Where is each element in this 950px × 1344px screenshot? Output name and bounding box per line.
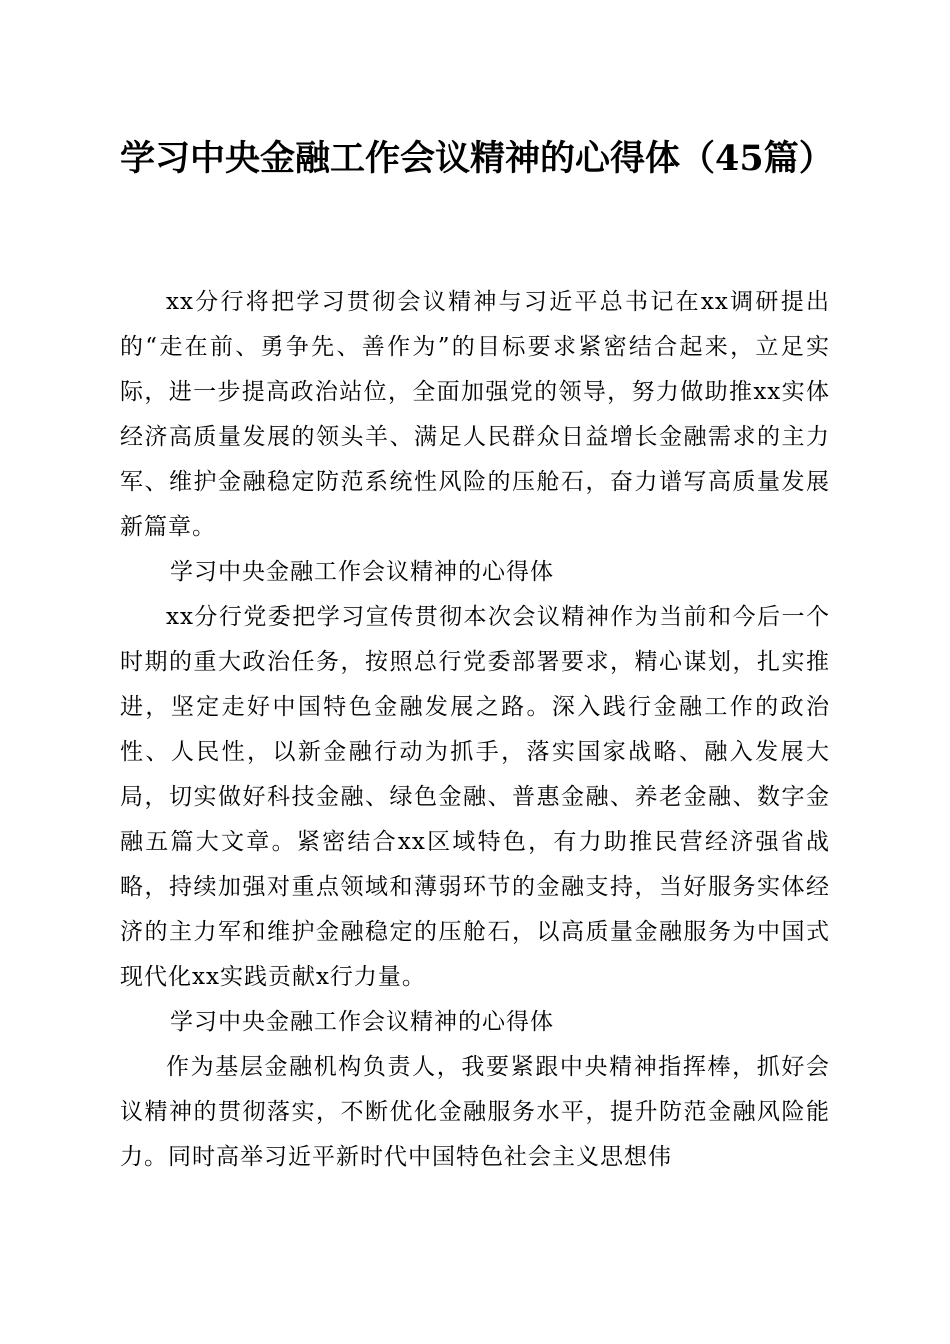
paragraph-1: xx分行将把学习贯彻会议精神与习近平总书记在xx调研提出的“走在前、勇争先、善作为”的目标要求紧密结合起来，立足实际，进一步提高政治站位，全面加强党的领导，努力做助推xx实体经济高质量发展的领头羊、满足人民群众日益增长金融需求的主力军、维护金融稳定防范系统性风险的压舱石，奋力谱写高质量发展新篇章。 xyxy=(120,289,830,540)
section-heading-2: 学习中央金融工作会议精神的心得体 xyxy=(170,1009,554,1035)
section-heading-1: 学习中央金融工作会议精神的心得体 xyxy=(170,559,554,585)
document-body xyxy=(120,280,830,1180)
paragraph-2: xx分行党委把学习宣传贯彻本次会议精神作为当前和今后一个时期的重大政治任务，按照总行党委部署要求，精心谋划，扎实推进，坚定走好中国特色金融发展之路。深入践行金融工作的政治性、人民性，以新金融行动为抓手，落实国家战略、融入发展大局，切实做好科技金融、绿色金融、普惠金融、养老金融、数字金融五篇大文章。紧密结合xx区域特色，有力助推民营经济强省战略，持续加强对重点领域和薄弱环节的金融支持，当好服务实体经济的主力军和维护金融稳定的压舱石，以高质量金融服务为中国式现代化xx实践贡献x行力量。 xyxy=(120,604,830,990)
document-title: 学习中央金融工作会议精神的心得体（45篇） xyxy=(120,138,834,179)
paragraph-3: 作为基层金融机构负责人，我要紧跟中央精神指挥棒，抓好会议精神的贯彻落实，不断优化金融服务水平，提升防范金融风险能力。同时高举习近平新时代中国特色社会主义思想伟 xyxy=(120,1054,830,1170)
